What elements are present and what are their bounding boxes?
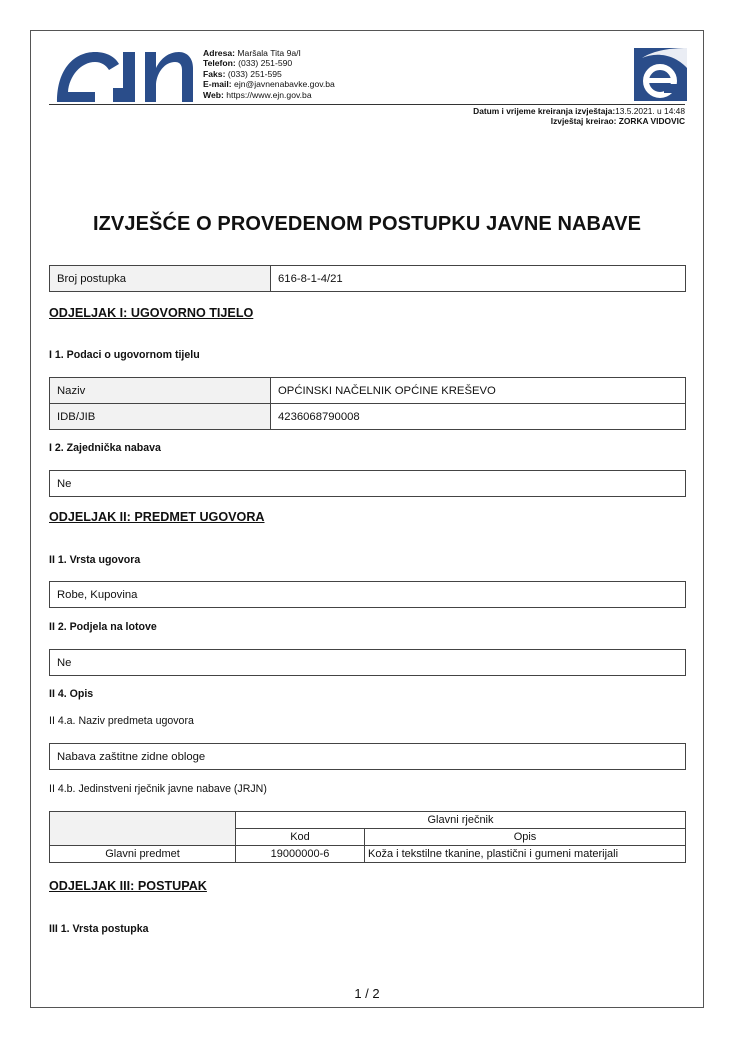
document-page <box>30 30 704 1008</box>
contract-type-box <box>49 581 686 608</box>
jrjn-blank-cell <box>50 812 236 846</box>
jrjn-table <box>49 811 686 863</box>
page-number: 1 / 2 <box>354 986 380 1001</box>
jrjn-row-label: Glavni predmet <box>50 846 236 863</box>
header-divider <box>49 104 685 105</box>
contracting-authority-table <box>49 377 686 430</box>
contract-type-value: Robe, Kupovina <box>57 588 138 601</box>
jrjn-col-kod: Kod <box>236 829 365 846</box>
lots-value: Ne <box>57 656 72 669</box>
jrjn-col-opis: Opis <box>365 829 686 846</box>
procedure-number-value: 616-8-1-4/21 <box>278 272 343 285</box>
section-2-sub-4b: II 4.b. Jedinstveni rječnik javne nabave (JRJN) <box>49 783 267 795</box>
jrjn-group-header: Glavni rječnik <box>236 812 686 829</box>
section-1-title: ODJELJAK I: UGOVORNO TIJELO <box>49 306 254 320</box>
contact-block: Adresa: Maršala Tita 9a/I Telefon: (033) 251-590 Faks: (033) 251-595 E-mail: ejn@javnenabavke.gov.ba Web: https://www.ejn.gov.ba <box>203 48 335 100</box>
e-logo-icon <box>634 48 687 101</box>
table-row <box>50 846 686 863</box>
procedure-number-table <box>49 265 686 292</box>
lots-box <box>49 649 686 676</box>
idb-value: 4236068790008 <box>278 410 360 423</box>
report-meta: Datum i vrijeme kreiranja izvještaja:13.5.2021. u 14:48 Izvještaj kreirao: ZORKA VIDOVIC <box>473 106 685 126</box>
idb-label: IDB/JIB <box>50 404 271 429</box>
subject-name-box <box>49 743 686 770</box>
section-3-title: ODJELJAK III: POSTUPAK <box>49 879 207 893</box>
joint-procurement-value: Ne <box>57 477 72 490</box>
subject-name-value: Nabava zaštitne zidne obloge <box>57 750 206 763</box>
section-2-title: ODJELJAK II: PREDMET UGOVORA <box>49 510 265 524</box>
ejn-logo-icon <box>55 48 193 102</box>
section-2-sub-2: II 2. Podjela na lotove <box>49 621 157 633</box>
section-2-sub-4a: II 4.a. Naziv predmeta ugovora <box>49 715 194 727</box>
section-2-sub-1: II 1. Vrsta ugovora <box>49 554 141 566</box>
naziv-label: Naziv <box>50 378 271 403</box>
page-title: IZVJEŠĆE O PROVEDENOM POSTUPKU JAVNE NABAVE <box>92 213 642 235</box>
section-2-sub-4: II 4. Opis <box>49 688 94 700</box>
naziv-value: OPĆINSKI NAČELNIK OPĆINE KREŠEVO <box>278 384 496 397</box>
joint-procurement-box <box>49 470 686 497</box>
jrjn-row-kod: 19000000-6 <box>236 846 365 863</box>
section-1-sub-2: I 2. Zajednička nabava <box>49 442 161 454</box>
jrjn-row-opis: Koža i tekstilne tkanine, plastični i gumeni materijali <box>365 846 686 863</box>
section-3-sub-1: III 1. Vrsta postupka <box>49 923 149 935</box>
procedure-number-label: Broj postupka <box>50 266 271 291</box>
section-1-sub-1: I 1. Podaci o ugovornom tijelu <box>49 349 200 361</box>
